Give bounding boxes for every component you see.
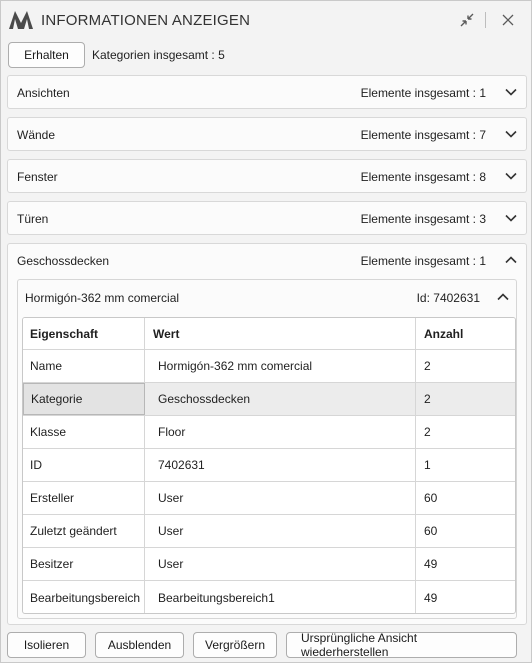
toolbar	[8, 42, 225, 68]
table-cell: Ersteller	[23, 482, 145, 514]
category-panel-fenster[interactable]	[7, 159, 527, 193]
table-row[interactable]	[23, 581, 516, 614]
table-header	[23, 318, 516, 350]
hide-button[interactable]: Ausblenden	[95, 632, 184, 658]
table-cell: 2	[424, 392, 431, 406]
zoom-button[interactable]: Vergrößern	[193, 632, 277, 658]
close-icon[interactable]	[497, 9, 519, 31]
category-name: Fenster	[17, 170, 58, 184]
table-cell: Geschossdecken	[145, 383, 416, 415]
table-row[interactable]	[23, 548, 516, 581]
table-row[interactable]	[23, 416, 516, 449]
table-cell: 49	[424, 557, 438, 571]
element-id: Id: 7402631	[416, 291, 480, 305]
table-cell: User	[145, 515, 416, 547]
table-row[interactable]	[23, 482, 516, 515]
category-name: Wände	[17, 128, 56, 142]
category-panel-tueren[interactable]	[7, 201, 527, 235]
title-bar	[1, 1, 531, 39]
table-row[interactable]	[23, 350, 516, 383]
column-header-count[interactable]: Anzahl	[424, 326, 464, 341]
window-title: INFORMATIONEN ANZEIGEN	[41, 12, 251, 29]
category-panel-waende[interactable]	[7, 117, 527, 151]
restore-view-button[interactable]: Ursprüngliche Ansicht wiederherstellen	[286, 632, 517, 658]
table-cell: Bearbeitungsbereich	[23, 581, 145, 614]
table-cell: Besitzer	[23, 548, 145, 580]
category-name: Türen	[17, 212, 49, 226]
isolate-button[interactable]: Isolieren	[7, 632, 86, 658]
category-panel-ansichten[interactable]	[7, 75, 527, 109]
column-header-value[interactable]: Wert	[145, 318, 416, 349]
table-cell: 60	[424, 491, 438, 505]
chevron-up-icon[interactable]	[496, 290, 510, 304]
table-cell: User	[145, 548, 416, 580]
table-cell: Zuletzt geändert	[23, 515, 145, 547]
chevron-up-icon[interactable]	[504, 253, 518, 267]
get-button[interactable]: Erhalten	[8, 42, 85, 68]
table-cell: Klasse	[23, 416, 145, 448]
table-cell: Kategorie	[23, 383, 145, 415]
table-cell: Bearbeitungsbereich1	[145, 581, 416, 614]
categories-total: Kategorien insgesamt : 5	[92, 48, 225, 62]
category-count: Elemente insgesamt : 1	[360, 254, 486, 268]
table-row[interactable]	[23, 515, 516, 548]
chevron-down-icon[interactable]	[504, 169, 518, 183]
element-card	[17, 279, 517, 619]
category-panel-geschossdecken[interactable]	[7, 243, 527, 625]
collapse-arrows-icon[interactable]	[456, 9, 478, 31]
element-name: Hormigón-362 mm comercial	[25, 291, 180, 305]
category-count: Elemente insgesamt : 3	[360, 212, 486, 226]
category-count: Elemente insgesamt : 1	[360, 86, 486, 100]
table-cell: 49	[424, 590, 438, 605]
column-header-property[interactable]: Eigenschaft	[23, 318, 145, 349]
table-cell: 2	[424, 359, 431, 373]
chevron-down-icon[interactable]	[504, 127, 518, 141]
brand-logo	[9, 11, 33, 29]
properties-table	[22, 317, 516, 614]
titlebar-divider	[485, 12, 486, 28]
table-cell: 7402631	[145, 449, 416, 481]
table-cell: ID	[23, 449, 145, 481]
table-row[interactable]	[23, 449, 516, 482]
category-name: Ansichten	[17, 86, 70, 100]
table-cell: User	[145, 482, 416, 514]
category-name: Geschossdecken	[17, 254, 110, 268]
table-cell: 2	[424, 425, 431, 439]
chevron-down-icon[interactable]	[504, 85, 518, 99]
table-cell: 60	[424, 524, 438, 538]
category-count: Elemente insgesamt : 7	[360, 128, 486, 142]
table-cell: 1	[424, 458, 431, 472]
table-row[interactable]	[23, 383, 516, 416]
table-cell: Name	[23, 350, 145, 382]
chevron-down-icon[interactable]	[504, 211, 518, 225]
table-cell: Floor	[145, 416, 416, 448]
category-count: Elemente insgesamt : 8	[360, 170, 486, 184]
table-cell: Hormigón-362 mm comercial	[145, 350, 416, 382]
